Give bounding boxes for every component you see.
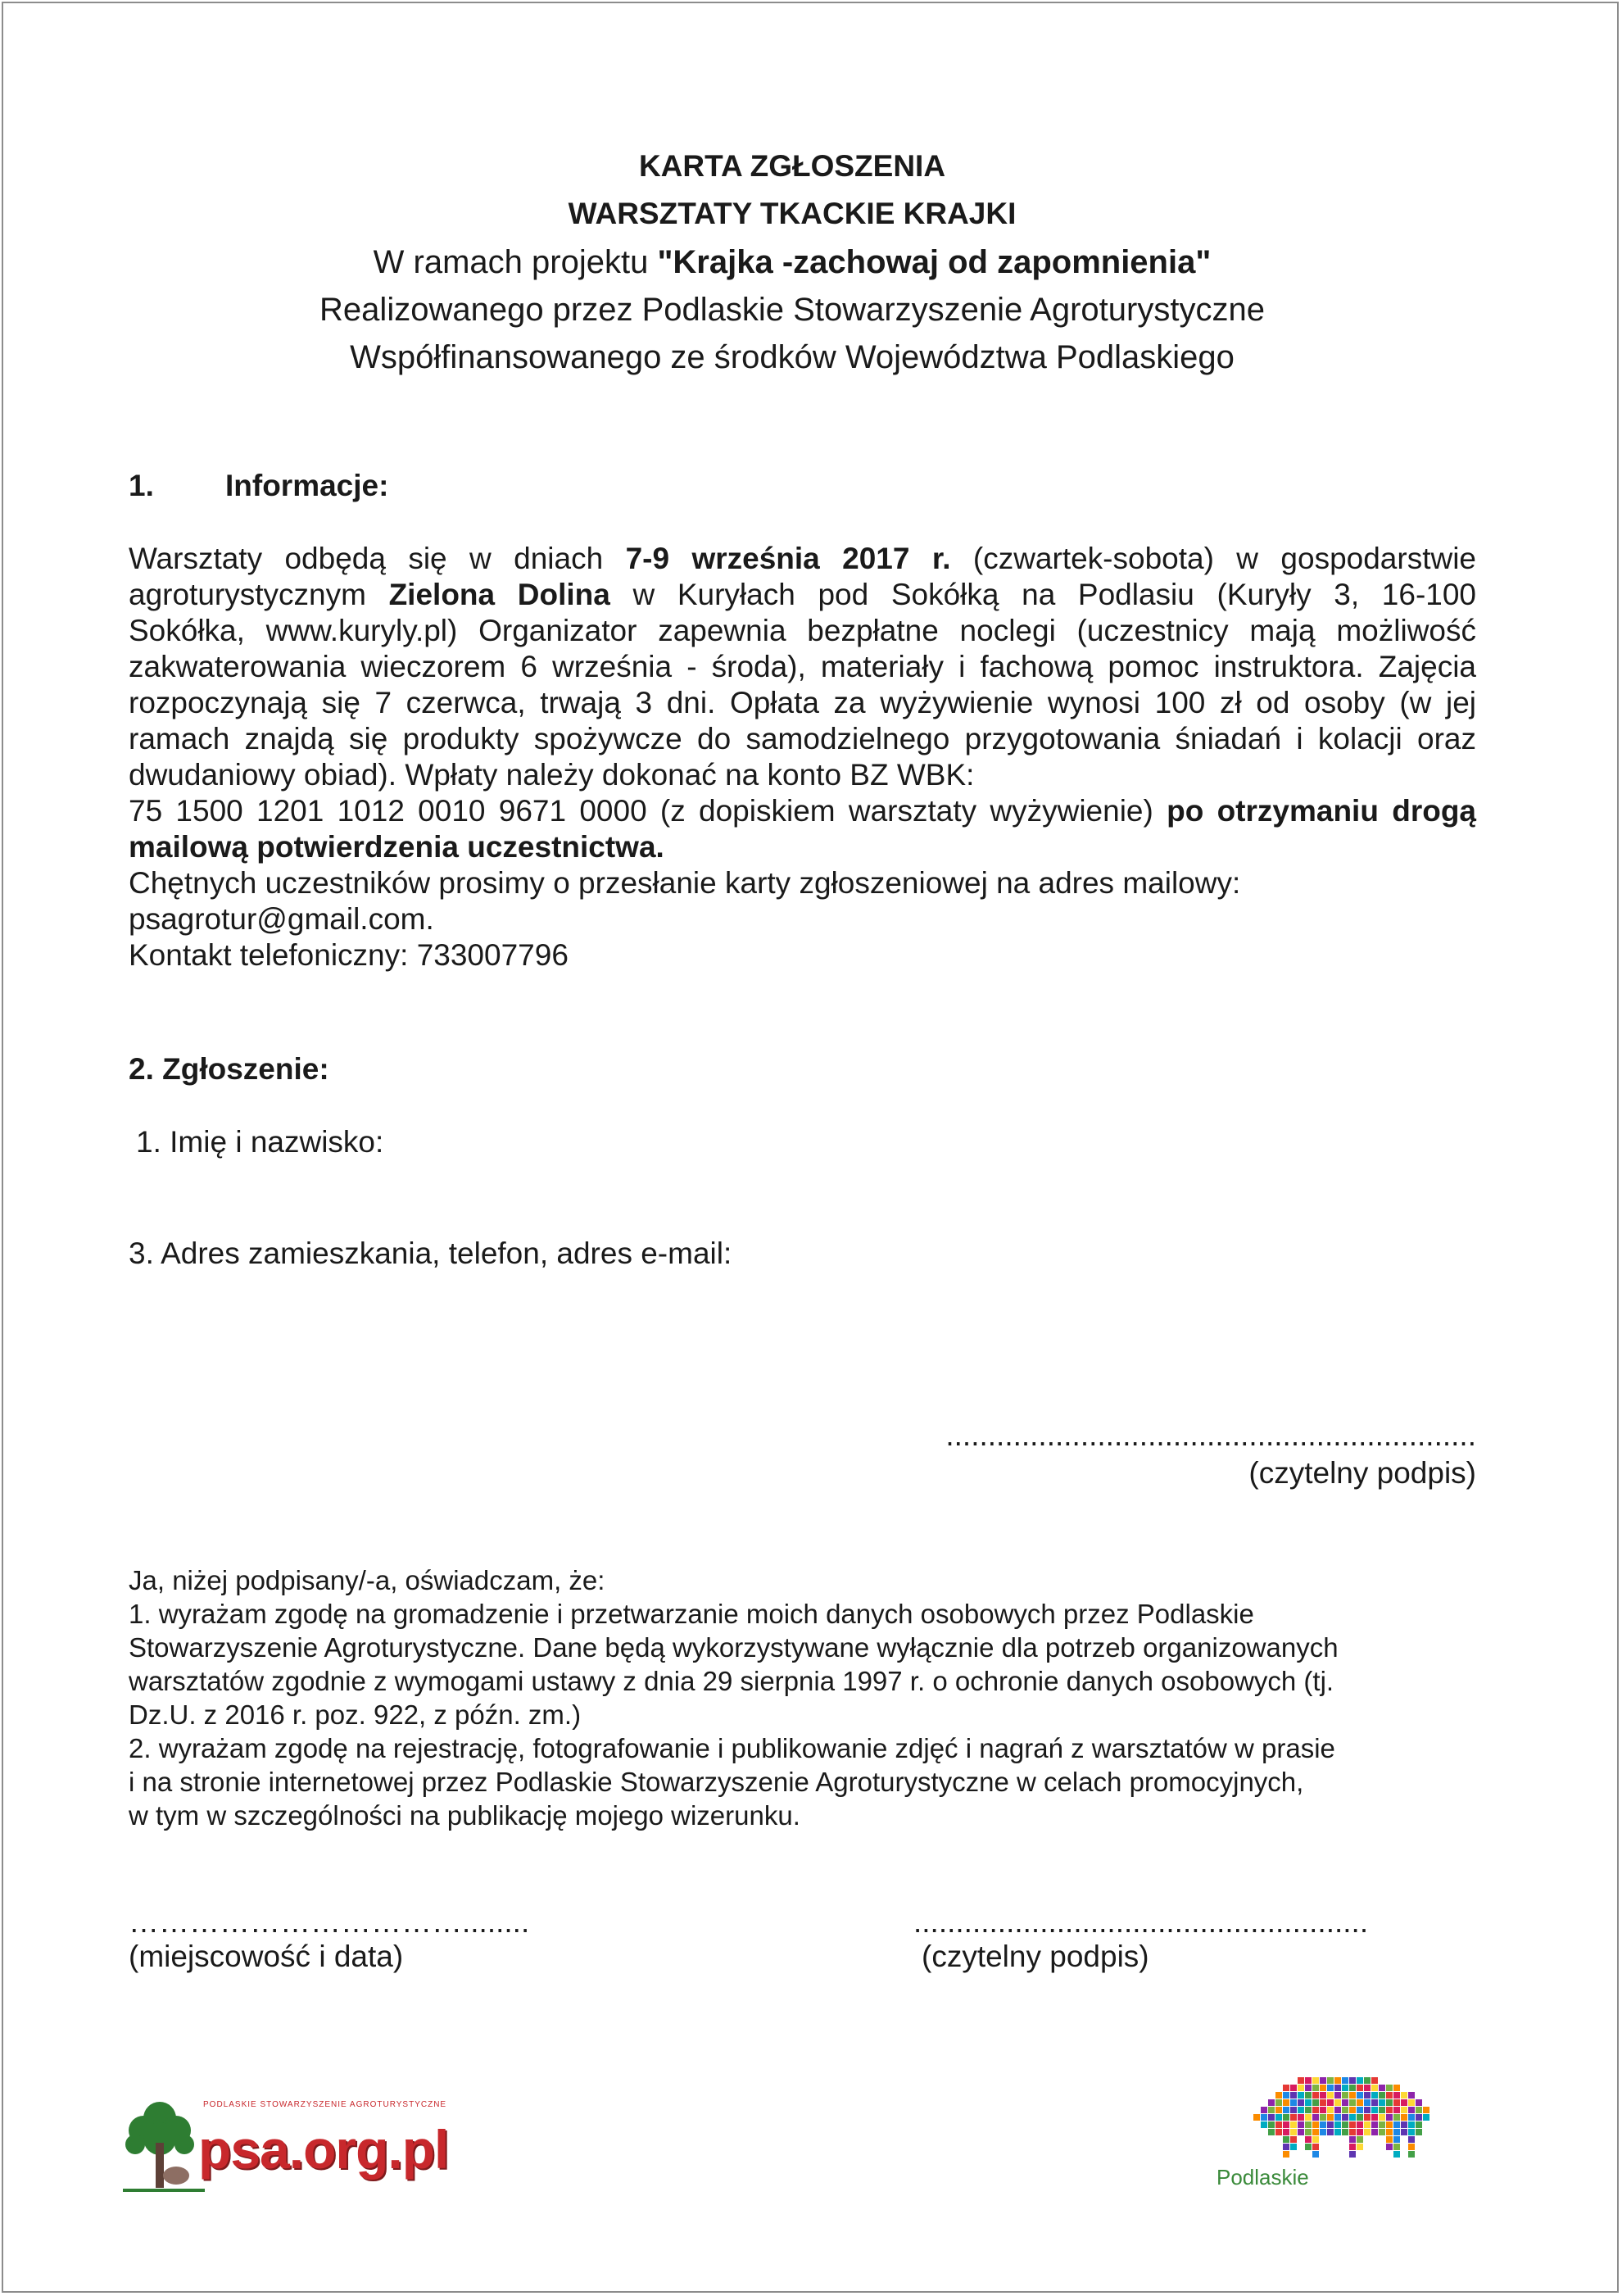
info-line-8: 75 1500 1201 1012 0010 9671 0000 (z dopiskiem warsztaty wyżywienie) po otrzymaniu drogą: [129, 794, 1476, 828]
consent-line: 2. wyrażam zgodę na rejestrację, fotografowanie i publikowanie zdjęć i nagrań z warsztatów w prasie: [129, 1733, 1335, 1763]
podlaskie-logo: [1212, 2073, 1442, 2196]
title-line-1: KARTA ZGŁOSZENIA: [638, 149, 946, 183]
section1-text: [129, 541, 1476, 973]
info-line-email: psagrotur@gmail.com.: [129, 902, 434, 936]
place-date-dots: ……………………………........: [129, 1905, 530, 1939]
info-line-7: dwudaniowy obiad). Wpłaty należy dokonać na konto BZ WBK:: [129, 758, 975, 792]
signature-label-1: (czytelny podpis): [1248, 1456, 1476, 1490]
project-line: W ramach projektu "Krajka -zachowaj od zapomnienia": [373, 244, 1212, 280]
consent-line: Dz.U. z 2016 r. poz. 922, z późn. zm.): [129, 1699, 582, 1730]
consent-line: Ja, niżej podpisany/-a, oświadczam, że:: [129, 1565, 605, 1595]
consent-line: Stowarzyszenie Agroturystyczne. Dane będą wykorzystywane wyłącznie dla potrzeb organizowanych: [129, 1632, 1339, 1663]
section2-heading: 2. Zgłoszenie:: [129, 1052, 329, 1086]
funding-line: Współfinansowanego ze środków Województwa Podlaskiego: [350, 339, 1235, 375]
signature-line-1: ...............................................................: [945, 1418, 1476, 1452]
signature-label-2: (czytelny podpis): [922, 1940, 1149, 1973]
info-line-10: Chętnych uczestników prosimy o przesłanie karty zgłoszeniowej na adres mailowy:: [129, 866, 1241, 900]
organizer-line: Realizowanego przez Podlaskie Stowarzyszenie Agroturystyczne: [319, 292, 1265, 328]
info-line-3: Sokółka, www.kuryly.pl) Organizator zapewnia bezpłatne noclegi (uczestnicy mają możliwość: [129, 614, 1476, 647]
podlaskie-text: Podlaskie: [1216, 2165, 1309, 2189]
consent-line: w tym w szczególności na publikację mojego wizerunku.: [129, 1800, 800, 1831]
info-line-2: agroturystycznym Zielona Dolina w Kuryłach pod Sokółką na Podlasiu (Kuryły 3, 16-100: [129, 578, 1477, 611]
place-date-label: (miejscowość i data): [129, 1940, 404, 1973]
info-line-1: Warsztaty odbędą się w dniach 7-9 września 2017 r. (czwartek-sobota) w gospodarstwie: [129, 542, 1477, 575]
bison-icon: [1212, 2073, 1442, 2180]
psa-logo: [115, 2094, 449, 2200]
info-line-5: rozpoczynają się 7 czerwca, trwają 3 dni. Opłata za wyżywienie wynosi 100 zł od osoby (w jej: [129, 686, 1476, 719]
section1-heading: Informacje:: [225, 469, 389, 502]
field-address-label: 3. Adres zamieszkania, telefon, adres e-mail:: [129, 1236, 732, 1270]
info-line-4: zakwaterowania wieczorem 6 września - środa), materiały i fachową pomoc instruktora. Zajęcia: [129, 650, 1476, 683]
psa-small-text: PODLASKIE STOWARZYSZENIE AGROTURYSTYCZNE: [203, 2100, 447, 2109]
consent-line: 1. wyrażam zgodę na gromadzenie i przetwarzanie moich danych osobowych przez Podlaskie: [129, 1599, 1254, 1629]
consent-line: i na stronie internetowej przez Podlaskie Stowarzyszenie Agroturystyczne w celach promocyjnych,: [129, 1767, 1304, 1797]
psa-logo-text: psa.org.pl: [198, 2119, 449, 2180]
consent-line: warsztatów zgodnie z wymogami ustawy z dnia 29 sierpnia 1997 r. o ochronie danych osobowych (tj.: [129, 1666, 1334, 1696]
field-name-label: 1. Imię i nazwisko:: [136, 1125, 384, 1159]
signature-line-2: ......................................................: [913, 1905, 1369, 1939]
info-line-9: mailową potwierdzenia uczestnictwa.: [129, 830, 664, 864]
info-line-6: ramach znajdą się produkty spożywcze do samodzielnego przygotowania śniadań i kolacji oraz: [129, 722, 1476, 756]
title-line-2: WARSZTATY TKACKIE KRAJKI: [568, 197, 1017, 230]
consent-text: [129, 1563, 1488, 1832]
section1-number: 1.: [129, 469, 154, 502]
info-line-phone: Kontakt telefoniczny: 733007796: [129, 938, 569, 972]
